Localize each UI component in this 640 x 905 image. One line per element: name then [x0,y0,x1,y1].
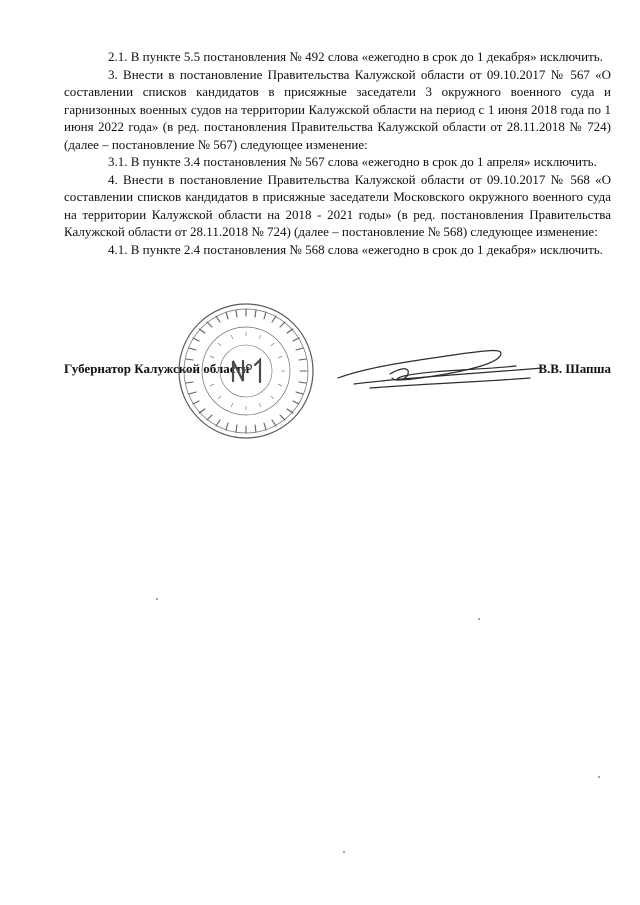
paragraph-2-1: 2.1. В пункте 5.5 постановления № 492 слова «ежегодно в срок до 1 декабря» исключить. [108,49,603,64]
paragraph-4-1: 4.1. В пункте 2.4 постановления № 568 слова «ежегодно в срок до 1 декабря» исключить. [108,241,603,257]
signatory-title: Губернатор Калужской области [64,361,250,376]
scan-speck [156,598,158,600]
scan-speck [478,618,480,620]
scan-speck [598,776,600,778]
paragraph-3: 3. Внести в постановление Правительства Калужской области от 09.10.2017 № 567 «О составлении списков кандидатов в присяжные заседатели 3 окружного военного суда и гарнизонных военных судов на территории Калужской области на период с 1 июня 2018 года по 1 июня 2022 года» (в ред. постановления Правительства Калужской области от 28.11.2018 № 724) (далее – постановление № 567) следующее изменение: [64,66,611,152]
official-seal-stamp [176,301,316,441]
paragraph-4: 4. Внести в постановление Правительства Калужской области от 09.10.2017 № 568 «О составлении списков кандидатов в присяжные заседатели Московского окружного военного суда на территории Калужской области на 2018 - 2021 годы» (в ред. постановления Правительства Калужской области от 28.11.2018 № 724) (далее – постановление № 568) следующее изменение: [64,171,611,239]
paragraph-3-1: 3.1. В пункте 3.4 постановления № 567 слова «ежегодно в срок до 1 апреля» исключить. [108,154,597,169]
signatory-name: В.В. Шапша [538,361,611,376]
handwritten-signature [330,344,550,394]
document-body [64,48,611,258]
scan-speck [343,851,345,853]
